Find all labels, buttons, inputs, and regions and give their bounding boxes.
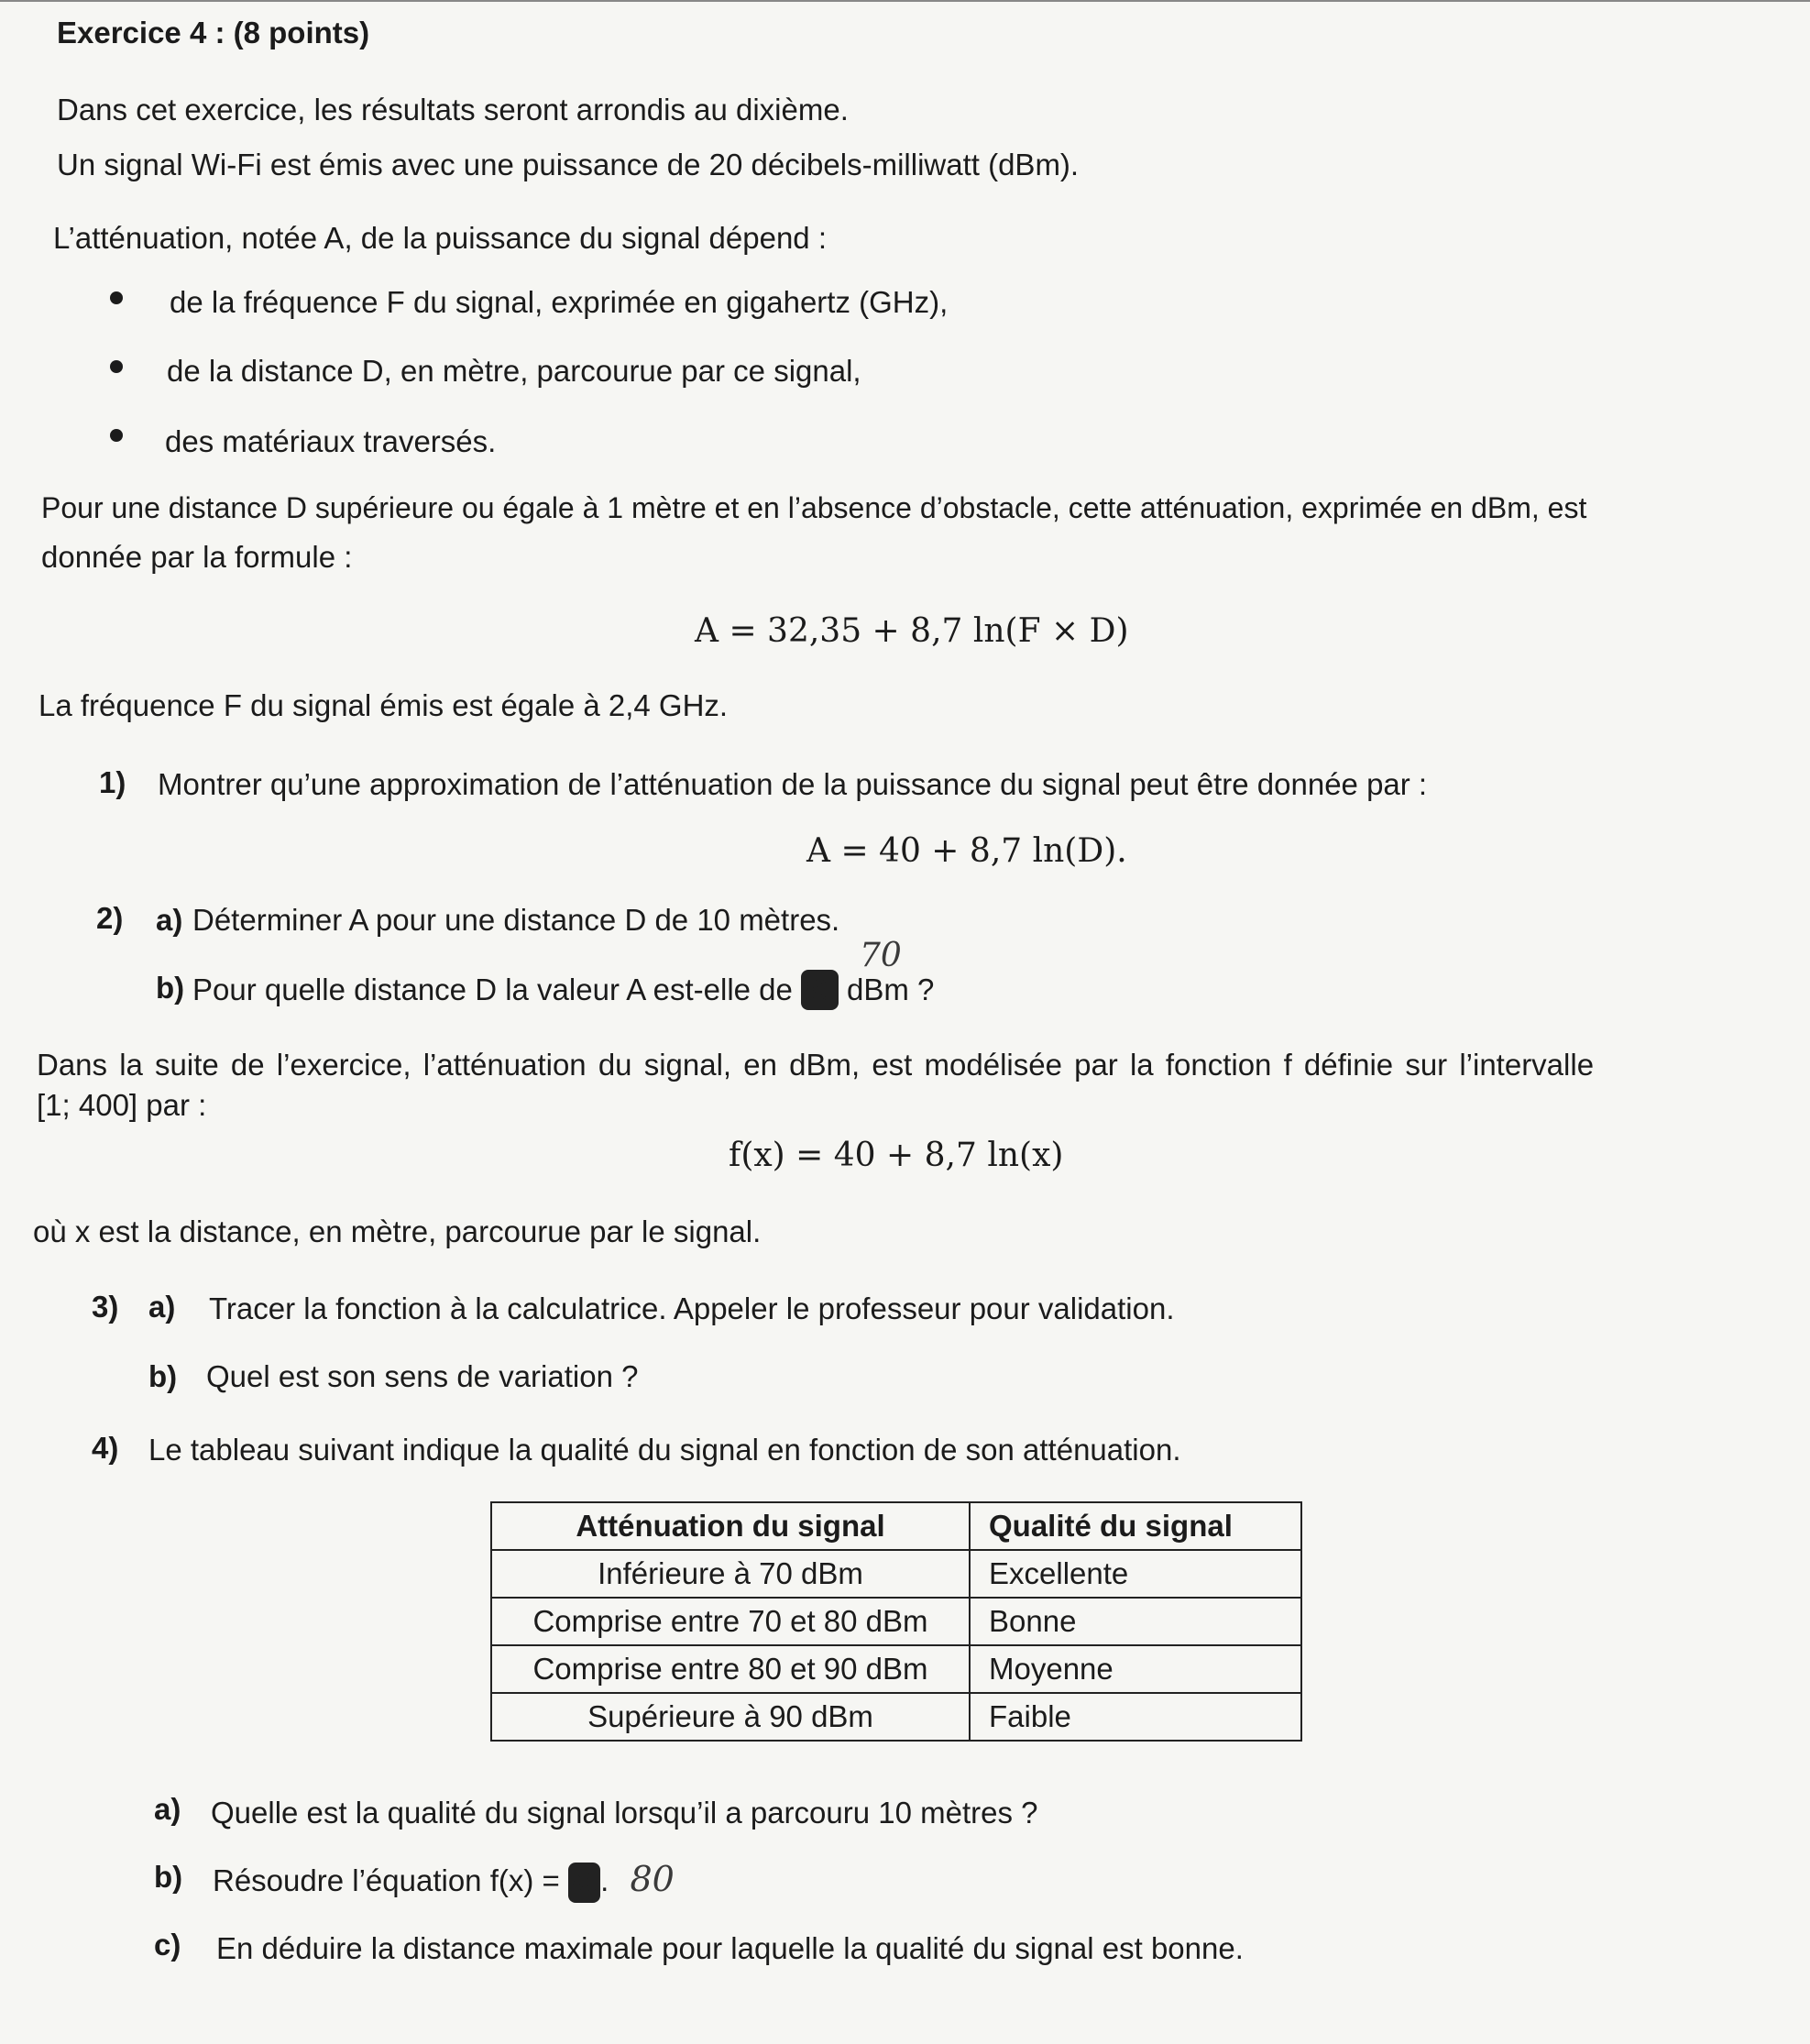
- question-2a-text: Déterminer A pour une distance D de 10 mètres.: [192, 903, 840, 937]
- question-4a-text: Quelle est la qualité du signal lorsqu’il a parcouru 10 mètres ?: [211, 1796, 1038, 1830]
- table-cell: Inférieure à 70 dBm: [491, 1550, 970, 1598]
- handwritten-correction-70: 70: [860, 937, 902, 974]
- table-header-row: [491, 1502, 1301, 1550]
- bullet-item-materials: des matériaux traversés.: [165, 424, 497, 458]
- question-4c-label: c): [154, 1928, 181, 1962]
- table-cell: Faible: [970, 1693, 1301, 1741]
- table-header-attenuation: Atténuation du signal: [491, 1502, 970, 1550]
- intro-line-1: Dans cet exercice, les résultats seront arrondis au dixième.: [57, 93, 849, 126]
- question-1-text: Montrer qu’une approximation de l’atténuation de la puissance du signal peut être donnée par :: [158, 767, 1428, 801]
- question-4-number: 4): [92, 1431, 119, 1465]
- struck-value: 80: [801, 970, 839, 1010]
- question-2b-line: [192, 970, 934, 1010]
- question-2b-label: b): [156, 971, 185, 1005]
- question-3a-text: Tracer la fonction à la calculatrice. Appeler le professeur pour validation.: [209, 1291, 1175, 1325]
- question-2b-unit: dBm ?: [846, 973, 935, 1006]
- question-4a-label: a): [154, 1792, 181, 1826]
- quality-table-wrapper: [490, 1501, 1302, 1742]
- table-header-quality: Qualité du signal: [970, 1502, 1301, 1550]
- table-cell: Bonne: [970, 1598, 1301, 1645]
- table-cell: Supérieure à 90 dBm: [491, 1693, 970, 1741]
- formula-intro-line-1: Pour une distance D supérieure ou égale à 1 mètre et en l’absence d’obstacle, cette atténuation, exprimée en dBm, est: [41, 491, 1587, 524]
- approximation-formula: A = 40 + 8,7 ln(D).: [806, 832, 1127, 870]
- table-row: [491, 1550, 1301, 1598]
- question-4c-text: En déduire la distance maximale pour laquelle la qualité du signal est bonne.: [216, 1931, 1244, 1965]
- question-2a-label: a): [156, 903, 183, 937]
- question-4-text: Le tableau suivant indique la qualité du signal en fonction de son atténuation.: [148, 1433, 1181, 1467]
- exercise-title: Exercice 4 : (8 points): [57, 16, 370, 49]
- formula-intro-line-2: donnée par la formule :: [41, 540, 353, 574]
- table-cell: Comprise entre 80 et 90 dBm: [491, 1645, 970, 1693]
- frequency-statement: La fréquence F du signal émis est égale à 2,4 GHz.: [38, 688, 729, 722]
- question-4b-text: Résoudre l’équation f(x) =: [213, 1863, 560, 1897]
- question-3b-label: b): [148, 1359, 178, 1393]
- handwritten-correction-80: 80: [630, 1859, 675, 1899]
- bullet-icon: [110, 291, 123, 304]
- question-2b-text: Pour quelle distance D la valeur A est-elle de: [192, 973, 793, 1006]
- attenuation-formula: A = 32,35 + 8,7 ln(F × D): [695, 612, 1129, 650]
- question-2-number: 2): [96, 901, 124, 935]
- question-4b-label: b): [154, 1860, 183, 1894]
- bullet-icon: [110, 360, 123, 373]
- intro-line-2: Un signal Wi-Fi est émis avec une puissance de 20 décibels-milliwatt (dBm).: [57, 148, 1080, 181]
- function-definition: f(x) = 40 + 8,7 ln(x): [729, 1137, 1064, 1174]
- struck-value: 90: [568, 1863, 600, 1903]
- question-1-number: 1): [99, 765, 126, 799]
- question-3b-text: Quel est son sens de variation ?: [206, 1359, 639, 1393]
- model-intro-line-2: [1; 400] par :: [37, 1088, 207, 1122]
- table-row: [491, 1693, 1301, 1741]
- question-4b-line: Résoudre l’équation f(x) = 90. 80: [213, 1859, 675, 1903]
- question-3a-label: a): [148, 1290, 176, 1324]
- table-row: [491, 1645, 1301, 1693]
- attenuation-intro: L’atténuation, notée A, de la puissance du signal dépend :: [53, 221, 827, 255]
- model-intro-line-1: Dans la suite de l’exercice, l’atténuation du signal, en dBm, est modélisée par la fonction f définie sur l’intervalle: [37, 1048, 1595, 1082]
- bullet-icon: [110, 429, 123, 442]
- bullet-item-frequency: de la fréquence F du signal, exprimée en gigahertz (GHz),: [170, 285, 949, 319]
- page-edge-line: [0, 0, 1810, 2]
- variable-definition: où x est la distance, en mètre, parcourue par le signal.: [33, 1214, 762, 1248]
- table-row: [491, 1598, 1301, 1645]
- table-cell: Comprise entre 70 et 80 dBm: [491, 1598, 970, 1645]
- table-cell: Moyenne: [970, 1645, 1301, 1693]
- bullet-item-distance: de la distance D, en mètre, parcourue par ce signal,: [167, 354, 861, 388]
- table-cell: Excellente: [970, 1550, 1301, 1598]
- quality-table: [490, 1501, 1302, 1742]
- question-3-number: 3): [92, 1290, 119, 1324]
